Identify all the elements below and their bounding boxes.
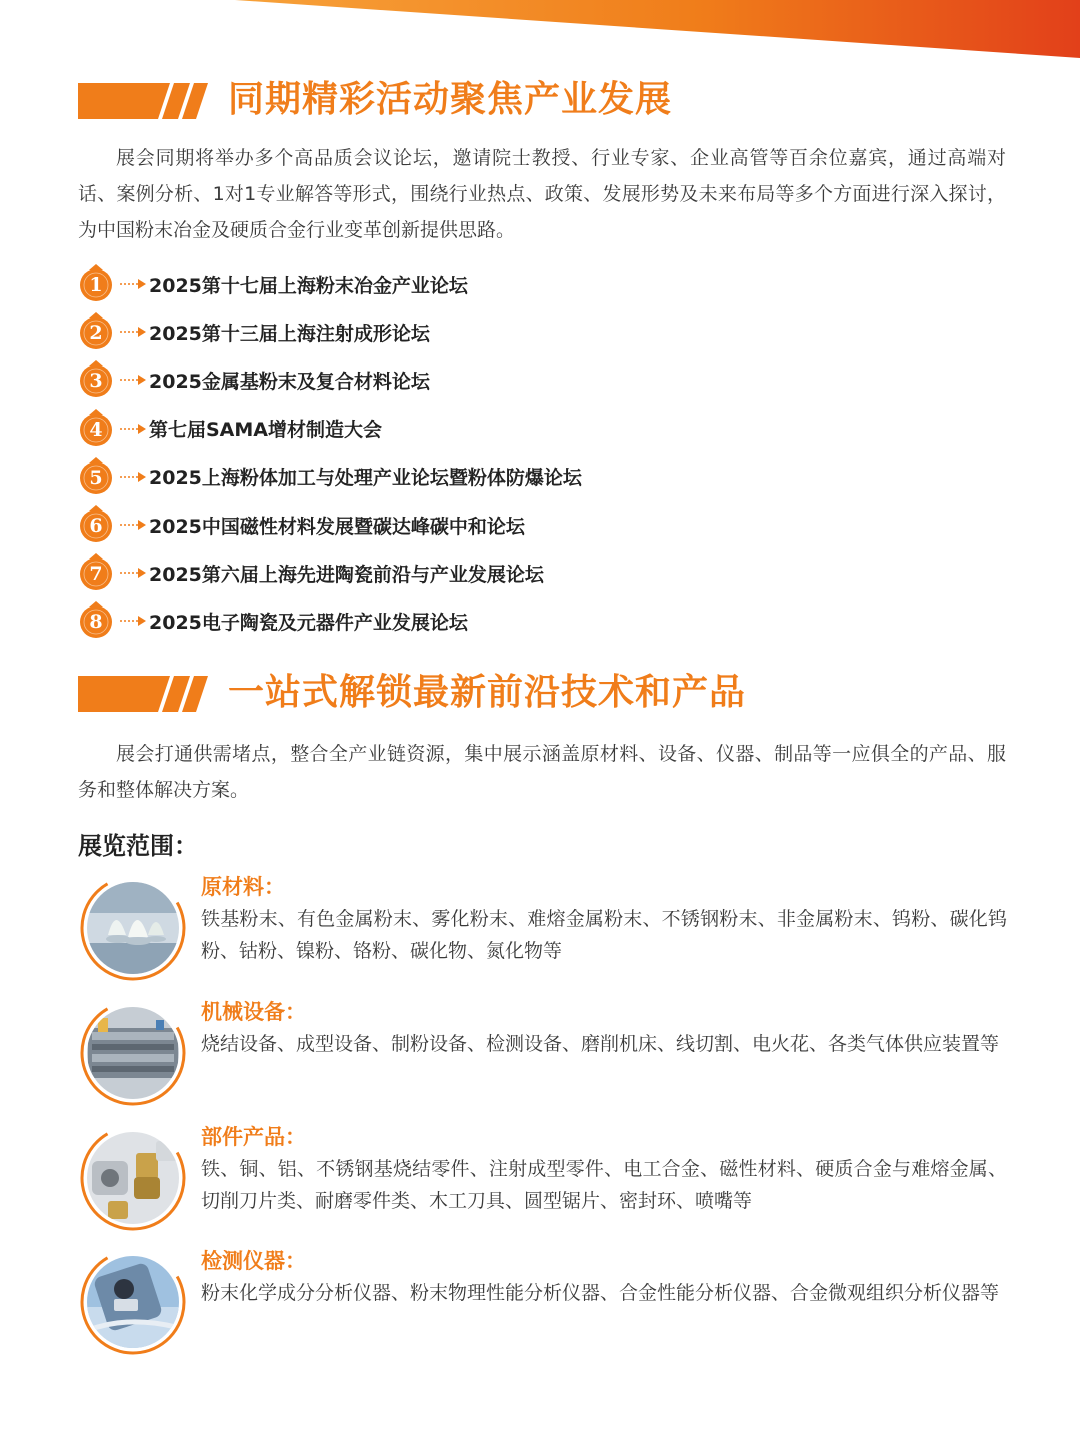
forum-item	[78, 549, 978, 597]
forum-item	[78, 453, 978, 501]
arrow-right-icon	[118, 470, 148, 484]
arrow-right-icon	[118, 277, 148, 291]
number-badge-icon	[78, 457, 114, 497]
arrow-right-icon	[118, 614, 148, 628]
category-title: 原材料：	[201, 875, 285, 899]
badge-number: 1	[89, 274, 103, 297]
number-badge-icon	[78, 409, 114, 449]
badge-number: 2	[89, 322, 103, 345]
number-badge-icon	[78, 601, 114, 641]
instrument-photo-icon	[78, 1247, 188, 1357]
category-instruments	[78, 1247, 1008, 1357]
number-badge-icon	[78, 360, 114, 400]
category-title: 部件产品：	[201, 1125, 306, 1149]
header-bar-decoration	[78, 78, 218, 124]
arrow-right-icon	[118, 422, 148, 436]
forum-item	[78, 405, 978, 453]
badge-number: 6	[89, 515, 103, 538]
category-raw-materials	[78, 873, 1008, 983]
section-title: 一站式解锁最新前沿技术和产品	[228, 672, 747, 713]
number-badge-icon	[78, 553, 114, 593]
section-header-events	[78, 78, 978, 124]
category-title: 检测仪器：	[201, 1249, 306, 1273]
forum-label: 2025上海粉体加工与处理产业论坛暨粉体防爆论坛	[149, 467, 582, 490]
number-badge-icon	[78, 312, 114, 352]
top-banner-stripe	[0, 0, 1080, 60]
arrow-right-icon	[118, 518, 148, 532]
section-title: 同期精彩活动聚焦产业发展	[228, 79, 673, 120]
forum-item	[78, 308, 978, 356]
forum-list	[78, 260, 978, 646]
category-desc: 粉末化学成分分析仪器、粉末物理性能分析仪器、合金性能分析仪器、合金微观组织分析仪器等	[201, 1282, 1000, 1304]
forum-label: 2025第十三届上海注射成形论坛	[149, 322, 430, 345]
arrow-right-icon	[118, 566, 148, 580]
forum-item	[78, 501, 978, 549]
forum-label: 2025电子陶瓷及元器件产业发展论坛	[149, 611, 468, 634]
header-bar-decoration	[78, 671, 218, 717]
number-badge-icon	[78, 505, 114, 545]
forum-label: 2025第十七届上海粉末冶金产业论坛	[149, 274, 468, 297]
forum-item	[78, 260, 978, 308]
forum-label: 2025金属基粉末及复合材料论坛	[149, 370, 430, 393]
badge-number: 5	[89, 466, 103, 489]
badge-number: 7	[89, 563, 103, 586]
badge-number: 4	[89, 418, 103, 441]
category-machinery	[78, 998, 1008, 1108]
category-title: 机械设备：	[201, 1000, 306, 1024]
section-header-products	[78, 671, 978, 717]
arrow-right-icon	[118, 325, 148, 339]
machine-photo-icon	[78, 998, 188, 1108]
category-desc: 烧结设备、成型设备、制粉设备、检测设备、磨削机床、线切割、电火花、各类气体供应装置等	[201, 1033, 1000, 1055]
events-intro: 展会同期将举办多个高品质会议论坛，邀请院士教授、行业专家、企业高管等百余位嘉宾，通过高端对话、案例分析、1对1专业解答等形式，围绕行业热点、政策、发展形势及未来布局等多个方面进行深入探讨，为中国粉末冶金及硬质合金行业变革创新提供思路。	[78, 147, 1006, 241]
number-badge-icon	[78, 264, 114, 304]
forum-label: 2025中国磁性材料发展暨碳达峰碳中和论坛	[149, 515, 525, 538]
category-parts	[78, 1123, 1008, 1233]
category-desc: 铁、铜、铝、不锈钢基烧结零件、注射成型零件、电工合金、磁性材料、硬质合金与难熔金属、切削刀片类、耐磨零件类、木工刀具、圆型锯片、密封环、喷嘴等	[201, 1158, 1007, 1212]
forum-label: 第七届SAMA增材制造大会	[149, 419, 383, 442]
badge-number: 3	[89, 370, 103, 393]
powder-photo-icon	[78, 873, 188, 983]
arrow-right-icon	[118, 373, 148, 387]
parts-photo-icon	[78, 1123, 188, 1233]
forum-label: 2025第六届上海先进陶瓷前沿与产业发展论坛	[149, 563, 544, 586]
products-intro: 展会打通供需堵点，整合全产业链资源，集中展示涵盖原材料、设备、仪器、制品等一应俱全的产品、服务和整体解决方案。	[78, 743, 1006, 801]
forum-item	[78, 356, 978, 404]
scope-heading: 展览范围：	[78, 832, 198, 860]
badge-number: 8	[89, 611, 103, 634]
forum-item	[78, 597, 978, 645]
category-desc: 铁基粉末、有色金属粉末、雾化粉末、难熔金属粉末、不锈钢粉末、非金属粉末、钨粉、碳化钨粉、钴粉、镍粉、铬粉、碳化物、氮化物等	[201, 908, 1007, 962]
